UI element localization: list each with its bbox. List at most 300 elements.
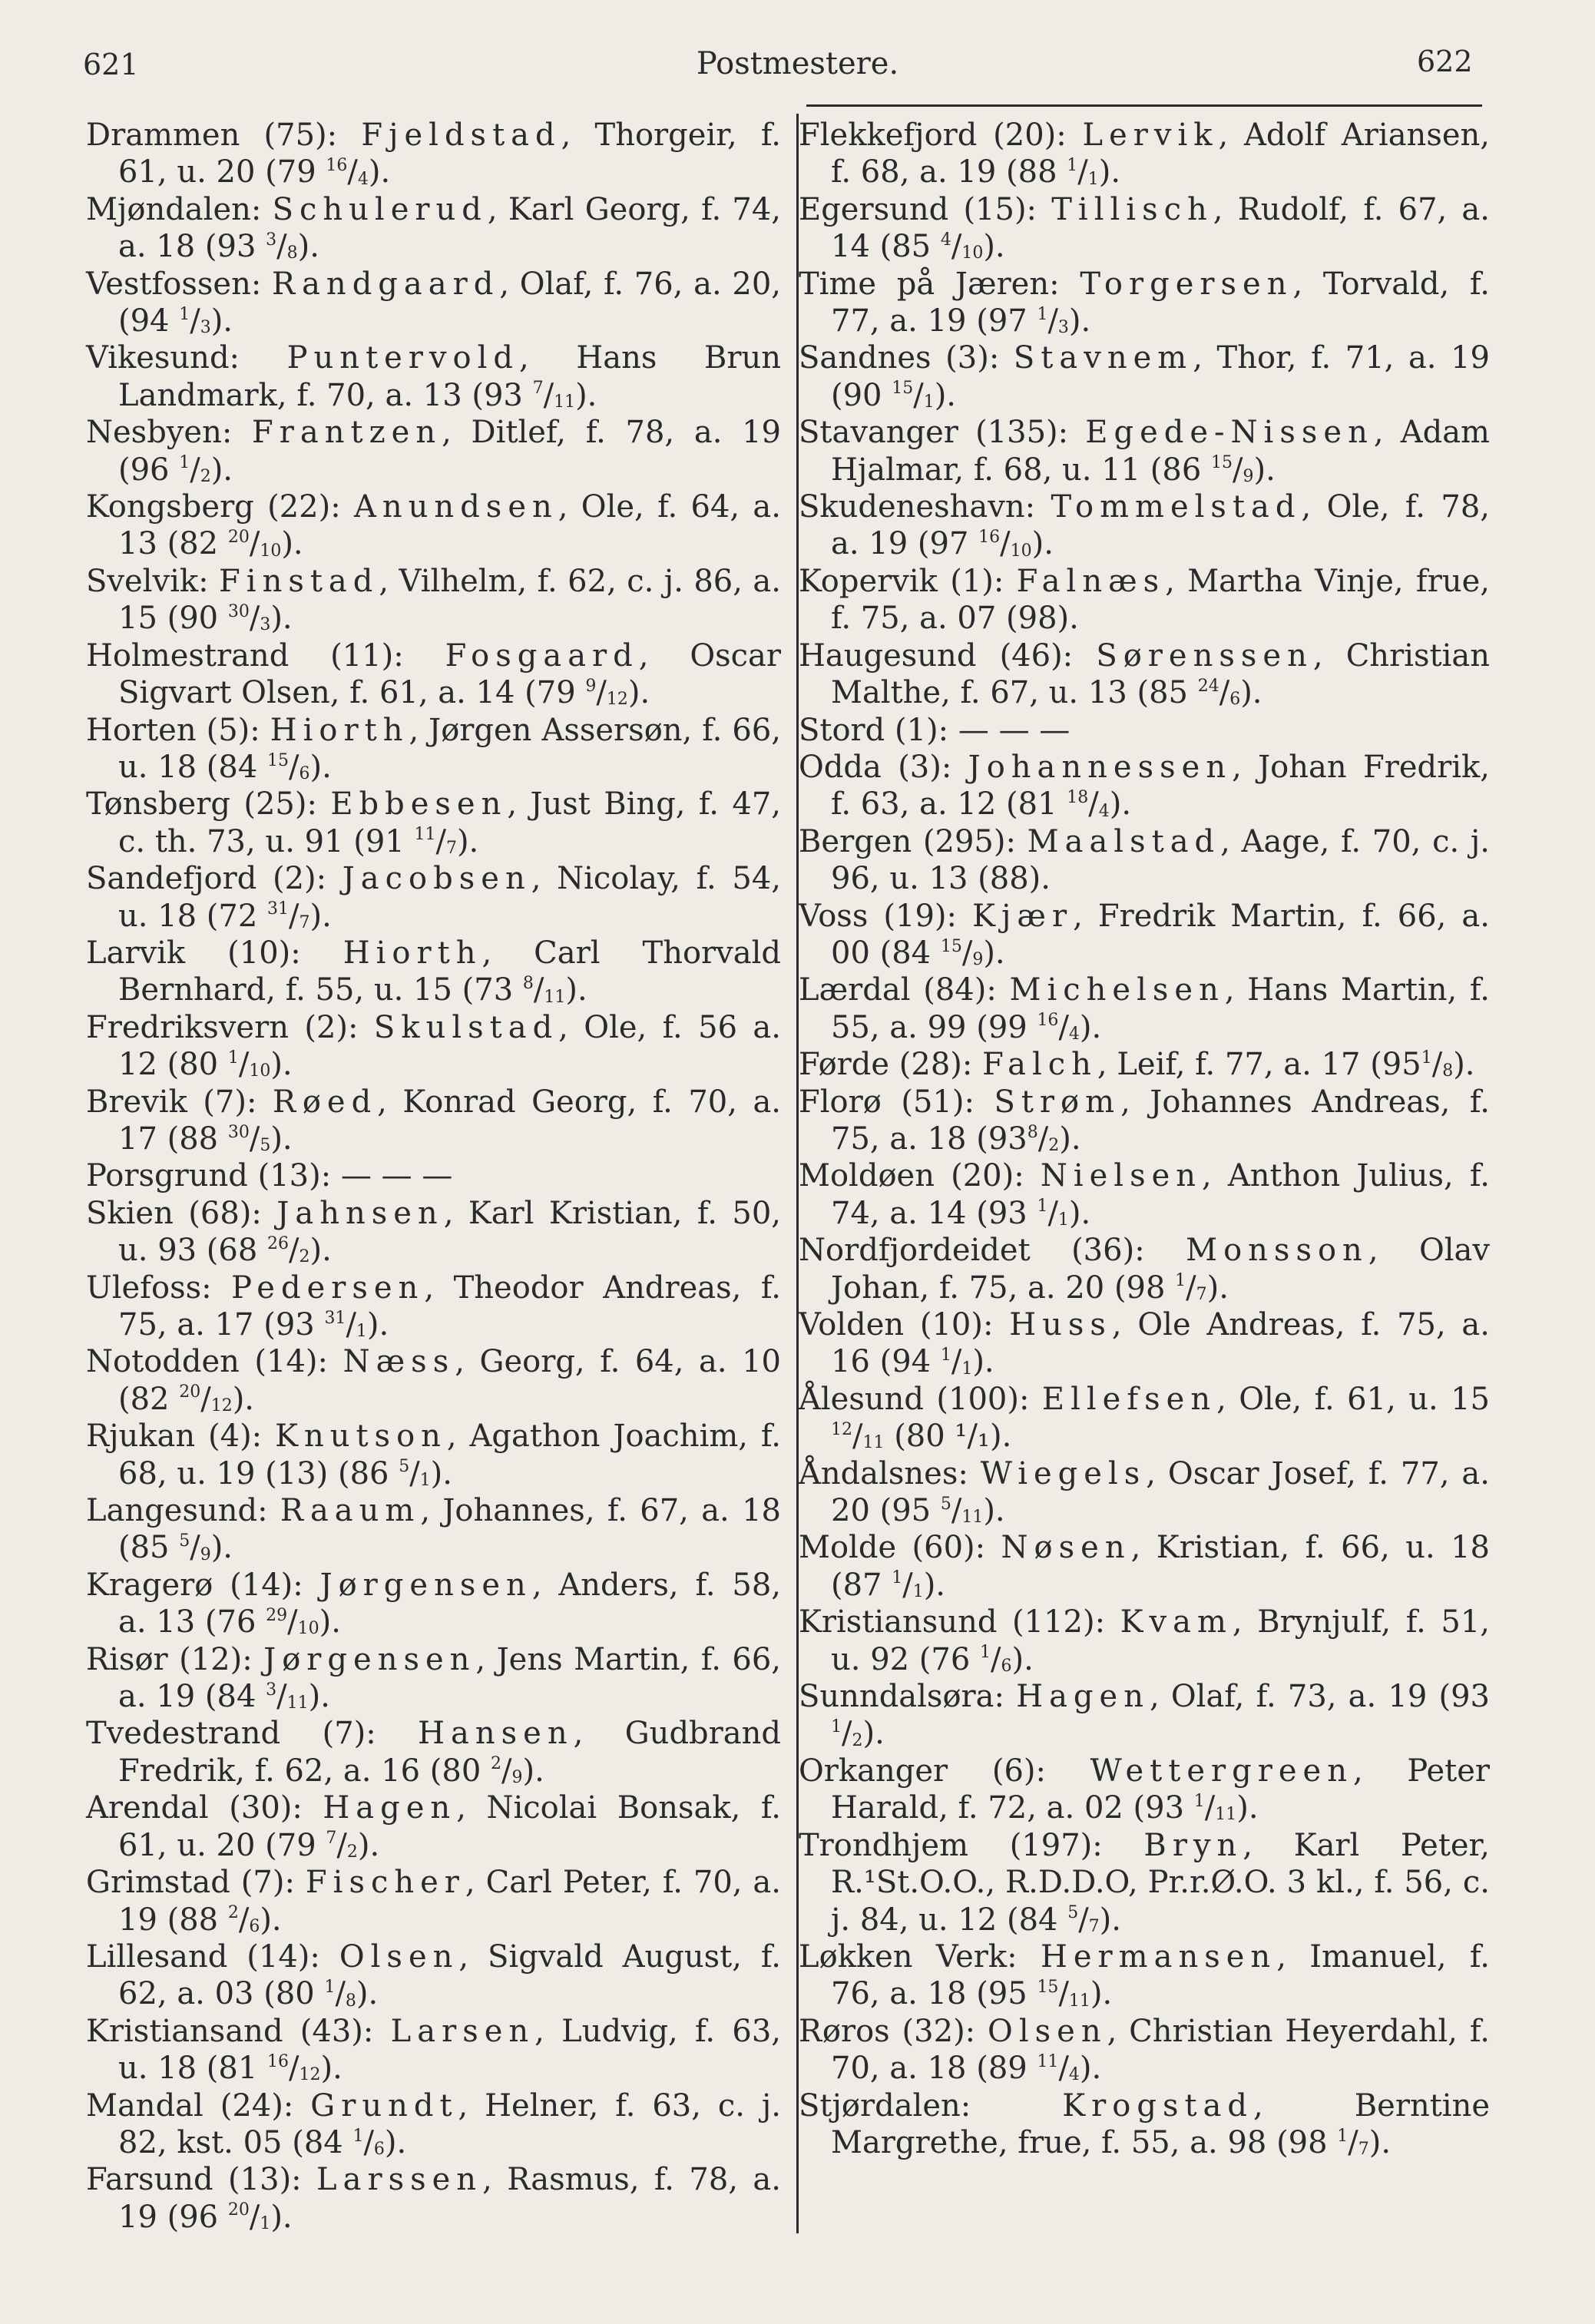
date-day: 12 — [831, 1419, 852, 1439]
entry-end: ). — [297, 229, 319, 265]
date-day: 1 — [1037, 1197, 1048, 1217]
place-name: Stavanger (135): — [799, 415, 1086, 451]
place-name: Kristiansund (112): — [799, 1604, 1120, 1640]
postmaster-surname: Ebbesen — [330, 786, 508, 823]
entry-details: , Karl Peter, R.¹St.O.O., R.D.D.O, Pr.r.Ø.O. 3 kl., f. 56, c. j. 84, u. 12 (84 — [831, 1827, 1490, 1938]
place-name: Sunndalsøra: — [799, 1679, 1017, 1715]
postmaster-surname: Ellefsen — [1041, 1381, 1217, 1417]
postmaster-surname: Jacobsen — [342, 861, 531, 897]
date-month: 7 — [445, 838, 457, 858]
date-day: 15 — [1211, 453, 1233, 473]
entry-details: , Ole, f. 61, u. 15 — [1216, 1381, 1490, 1417]
postmaster-surname: Falnæs — [1016, 563, 1166, 599]
entry-details: , Ludvig, f. 63, u. 18 (81 — [118, 2013, 781, 2087]
date-month: 11 — [554, 392, 576, 412]
postmaster-surname: Torgersen — [1080, 266, 1293, 302]
entry-details: , Oscar Josef, f. 77, a. 20 (95 — [831, 1455, 1490, 1529]
postmaster-entry — [799, 563, 1490, 637]
entry-end: ). — [983, 229, 1005, 265]
date-month: 4 — [1068, 2065, 1080, 2085]
place-name: Svelvik: — [86, 563, 220, 599]
date-day: 1 — [1067, 156, 1078, 176]
date-month: 9 — [972, 950, 984, 970]
fraction-slash: / — [276, 1679, 287, 1715]
entry-details: , Kristian, f. 66, u. 18 (87 — [831, 1530, 1491, 1603]
entry-end: ). — [1253, 452, 1276, 488]
entry-end: ). — [1090, 1976, 1113, 2012]
date-month: 8 — [1442, 1061, 1454, 1081]
fraction-slash: / — [289, 749, 299, 785]
fraction-slash: / — [951, 1344, 962, 1380]
entry-details: , Carl Thorvald Bernhard, f. 55, u. 15 (73 — [118, 935, 781, 1008]
fraction-slash: / — [190, 452, 200, 488]
postmaster-entry — [86, 488, 781, 563]
postmaster-entry — [86, 786, 781, 860]
postmaster-surname: Tillisch — [1051, 191, 1213, 227]
entry-end: ). — [309, 898, 332, 934]
entry-details: , Ole Andreas, f. 75, a. 16 (94 — [831, 1307, 1490, 1380]
entry-end: ). — [281, 526, 303, 562]
fraction-slash: / — [289, 898, 299, 934]
entry-end: (80 ¹/₁). — [884, 1419, 1012, 1455]
date-day: 30 — [227, 601, 250, 621]
date-month: 11 — [1068, 1991, 1090, 2011]
place-name: Arendal (30): — [86, 1790, 323, 1826]
postmaster-surname: Jørgensen — [319, 1567, 532, 1603]
postmaster-entry — [799, 414, 1490, 488]
postmaster-entry — [86, 2013, 781, 2087]
entry-end: ). — [270, 601, 293, 637]
postmaster-entry — [799, 1381, 1490, 1455]
postmaster-entry — [86, 712, 781, 786]
entry-details: , Sigvald August, f. 62, a. 03 (80 — [118, 1938, 781, 2012]
postmaster-entry — [86, 935, 781, 1009]
date-month: 1 — [260, 2213, 271, 2233]
place-name: Horten (5): — [86, 712, 270, 748]
header-rule — [806, 104, 1482, 107]
place-name: Grimstad (7): — [86, 1865, 306, 1901]
date-day: 1 — [1421, 1048, 1432, 1068]
place-name: Nesbyen: — [86, 415, 253, 451]
date-day: 1 — [1037, 304, 1048, 324]
postmaster-entry — [86, 1084, 781, 1158]
entry-end: ). — [1109, 786, 1132, 823]
date-day: 1 — [227, 1048, 239, 1068]
postmaster-surname: Næss — [342, 1344, 455, 1380]
place-name: Nordfjordeidet (36): — [799, 1233, 1186, 1269]
postmaster-entry — [86, 1418, 781, 1492]
date-month: 1 — [1057, 1210, 1069, 1230]
place-name: Orkanger (6): — [799, 1753, 1090, 1789]
postmaster-surname: Hermansen — [1041, 1938, 1277, 1975]
postmaster-surname: Hansen — [418, 1716, 574, 1752]
date-month: 3 — [260, 615, 271, 635]
postmaster-entry — [799, 1046, 1490, 1083]
postmaster-surname: Wiegels — [980, 1455, 1147, 1491]
postmaster-surname: Egede-Nissen — [1085, 415, 1374, 451]
fraction-slash: / — [1186, 1270, 1196, 1306]
entry-details: , Christian Heyerdahl, f. 70, a. 18 (89 — [831, 2013, 1490, 2087]
date-day: 7 — [326, 1829, 337, 1849]
fraction-slash: / — [991, 1641, 1001, 1677]
date-month: 4 — [357, 169, 369, 189]
entry-end: ). — [1098, 154, 1121, 190]
place-name: Porsgrund (13): — [86, 1158, 341, 1194]
fraction-slash: / — [1058, 1009, 1069, 1045]
entry-end: ). — [308, 1679, 330, 1715]
postmaster-surname: Anundsen — [354, 489, 558, 525]
entry-details: , Berntine Margrethe, frue, f. 55, a. 98 (98 — [831, 2087, 1490, 2160]
date-month: 11 — [544, 987, 566, 1007]
postmaster-entry — [799, 637, 1490, 712]
postmaster-surname: Michelsen — [1009, 972, 1225, 1008]
entry-end: ). — [1079, 2051, 1102, 2087]
postmaster-entry — [799, 191, 1490, 266]
date-day: 15 — [1037, 1977, 1059, 1997]
date-month: 6 — [249, 1916, 260, 1936]
postmaster-surname: Bryn — [1143, 1827, 1243, 1863]
entry-end: ). — [309, 749, 332, 785]
place-name: Kongsberg (22): — [86, 489, 355, 525]
entry-end: ). — [366, 1307, 389, 1342]
postmaster-surname: Kvam — [1120, 1604, 1233, 1640]
postmaster-entry — [86, 1343, 781, 1418]
fraction-slash: / — [190, 303, 200, 339]
postmaster-surname: Jørgensen — [263, 1641, 476, 1677]
entry-end: ). — [565, 972, 587, 1008]
place-name: Risør (12): — [86, 1641, 264, 1677]
page-number-left: 621 — [83, 48, 139, 81]
place-name: Førde (28): — [799, 1047, 983, 1083]
fraction-slash: / — [335, 1976, 346, 2012]
fraction-slash: / — [249, 1121, 260, 1157]
fraction-slash: / — [1037, 1121, 1049, 1157]
fraction-slash: / — [1000, 526, 1011, 562]
fraction-slash: / — [1431, 1047, 1443, 1083]
entry-details: , Adam Hjalmar, f. 68, u. 11 (86 — [831, 415, 1490, 488]
entry-details: , Olav Johan, f. 75, a. 20 (98 — [831, 1233, 1490, 1306]
entry-end: ). — [320, 2051, 342, 2087]
place-name: Egersund (15): — [799, 191, 1052, 227]
postmaster-entry — [799, 488, 1490, 563]
place-name: Kragerø (14): — [86, 1567, 320, 1603]
entry-end: ). — [210, 452, 233, 488]
place-name: Langesund: — [86, 1493, 280, 1529]
entry-details: , Theodor Andreas, f. 75, a. 17 (93 — [118, 1270, 781, 1342]
entry-details: , Jens Martin, f. 66, a. 19 (84 — [118, 1641, 781, 1715]
fraction-slash: / — [190, 1530, 200, 1566]
fraction-slash: / — [842, 1716, 852, 1752]
postmaster-surname: Strøm — [994, 1084, 1121, 1120]
postmaster-entry — [86, 1492, 781, 1567]
entry-details: , Imanuel, f. 76, a. 18 (95 — [831, 1938, 1490, 2012]
date-day: 1 — [1193, 1791, 1205, 1811]
place-name: Notodden (14): — [86, 1344, 343, 1380]
postmaster-entry — [86, 1567, 781, 1641]
postmaster-surname: Falch — [982, 1047, 1097, 1083]
date-day: 1 — [1337, 2126, 1348, 2146]
entry-details: , Martha Vinje, frue, f. 75, a. 07 (98). — [831, 563, 1491, 637]
entry-end: ). — [983, 1493, 1005, 1529]
date-month: 10 — [961, 243, 984, 263]
entry-end: ). — [1099, 1902, 1121, 1938]
fraction-slash: / — [852, 1419, 863, 1455]
date-month: 2 — [346, 1842, 358, 1862]
date-month: 1 — [961, 1359, 973, 1379]
postmaster-surname: Monsson — [1186, 1233, 1368, 1269]
date-day: 15 — [940, 936, 962, 956]
fraction-slash: / — [961, 935, 973, 971]
entry-details: , Olaf, f. 73, a. 19 (93 — [1149, 1679, 1491, 1715]
date-day: 9 — [585, 676, 597, 696]
fraction-slash: / — [363, 2124, 374, 2160]
postmaster-surname: Sørenssen — [1096, 637, 1313, 674]
date-day: 1 — [1175, 1271, 1186, 1291]
date-month: 2 — [852, 1730, 863, 1750]
postmaster-surname: Lervik — [1082, 118, 1219, 153]
entry-end: ). — [357, 1827, 380, 1863]
fraction-slash: / — [902, 1567, 913, 1603]
fraction-slash: / — [287, 1604, 298, 1640]
fraction-slash: / — [951, 229, 962, 265]
fraction-slash: / — [346, 1307, 356, 1342]
fraction-slash: / — [1088, 786, 1099, 823]
date-month: 3 — [200, 318, 211, 338]
date-month: 12 — [606, 690, 628, 710]
entry-end: ). — [1368, 2124, 1391, 2160]
date-day: 3 — [266, 230, 277, 250]
place-name: Holmestrand (11): — [86, 637, 445, 674]
date-month: 5 — [260, 1136, 271, 1156]
date-month: 10 — [297, 1619, 319, 1639]
entry-details: , Vilhelm, f. 62, c. j. 86, a. 15 (90 — [118, 563, 781, 637]
fraction-slash: / — [913, 377, 924, 413]
place-name: Røros (32): — [799, 2013, 988, 2049]
entry-end: ). — [356, 1976, 379, 2012]
date-day: 11 — [1037, 2051, 1059, 2071]
date-day: 1 — [980, 1643, 991, 1663]
postmaster-entry — [86, 117, 781, 191]
postmaster-entry — [799, 1529, 1490, 1604]
place-name: Drammen (75): — [86, 118, 362, 153]
entry-end: ). — [430, 1455, 452, 1491]
fraction-slash: / — [249, 526, 260, 562]
date-day: 20 — [227, 528, 250, 548]
place-name: Florø (51): — [799, 1084, 994, 1120]
date-month: 2 — [200, 466, 211, 486]
entry-end: ). — [270, 1121, 293, 1157]
date-month: 9 — [511, 1768, 523, 1788]
fraction-slash: / — [1078, 1902, 1089, 1938]
date-month: 11 — [961, 1508, 984, 1528]
date-month: 3 — [1057, 318, 1069, 338]
postmaster-entry — [799, 2013, 1490, 2087]
fraction-slash: / — [951, 1493, 962, 1529]
place-name: Løkken Verk: — [799, 1938, 1041, 1975]
postmaster-surname: Larsen — [390, 2013, 535, 2049]
date-month: 2 — [299, 1247, 310, 1267]
postmaster-surname: Olsen — [988, 2013, 1107, 2049]
entry-end: ). — [627, 675, 650, 711]
entry-end: ). — [1079, 1009, 1102, 1045]
postmaster-entry — [86, 2161, 781, 2236]
place-name: Rjukan (4): — [86, 1419, 276, 1455]
place-name: Vestfossen: — [86, 266, 273, 302]
postmaster-entry — [86, 1157, 781, 1194]
postmaster-entry — [86, 563, 781, 637]
entry-details: , Leif, f. 77, a. 17 (95 — [1097, 1047, 1421, 1083]
entry-details: , Fredrik Martin, f. 66, a. 00 (84 — [831, 898, 1490, 971]
fraction-slash: / — [336, 1827, 347, 1863]
postmaster-surname: Fosgaard — [445, 637, 639, 674]
postmaster-entry — [86, 1195, 781, 1270]
postmaster-surname: Pedersen — [231, 1270, 425, 1306]
date-month: 7 — [1088, 1916, 1100, 1936]
date-month: 12 — [299, 2065, 321, 2085]
date-month: 6 — [1229, 690, 1241, 710]
postmaster-surname: Hagen — [1016, 1679, 1150, 1715]
fraction-slash: / — [1219, 675, 1230, 711]
page-number-right: 622 — [1417, 45, 1473, 78]
date-day: 16 — [267, 2051, 290, 2071]
postmaster-surname: Wettergreen — [1090, 1753, 1353, 1789]
entry-end: ). — [232, 1381, 255, 1417]
date-day: 1 — [179, 304, 190, 324]
postmaster-surname: Kjær — [972, 898, 1074, 934]
postmaster-entry — [799, 972, 1490, 1046]
date-day: 15 — [267, 750, 290, 770]
postmaster-entry — [86, 1864, 781, 1938]
place-name: Tønsberg (25): — [86, 786, 331, 823]
date-day: 16 — [326, 156, 348, 176]
entry-details: , Konrad Georg, f. 70, a. 17 (88 — [118, 1084, 782, 1157]
entry-details: , Carl Peter, f. 70, a. 19 (88 — [118, 1865, 781, 1938]
date-day: 1 — [352, 2126, 364, 2146]
entry-details: , Johannes, f. 67, a. 18 (85 — [118, 1493, 781, 1566]
place-name: Flekkefjord (20): — [799, 118, 1083, 153]
postmaster-surname: Fischer — [305, 1865, 465, 1901]
place-name: Larvik (10): — [86, 935, 343, 971]
entry-details: , Olaf, f. 76, a. 20, (94 — [118, 266, 781, 339]
entry-end: ). — [1240, 675, 1262, 711]
entry-details: , Gudbrand Fredrik, f. 62, a. 16 (80 — [118, 1716, 781, 1789]
postmaster-entry — [86, 1009, 781, 1084]
place-name: Kristiansand (43): — [86, 2013, 391, 2049]
postmaster-entry — [799, 1678, 1490, 1753]
entry-details: , Karl Georg, f. 74, a. 18 (93 — [118, 191, 781, 265]
date-day: 26 — [267, 1233, 290, 1253]
date-day: 11 — [414, 825, 436, 845]
entry-end: ). — [575, 377, 597, 413]
postmaster-surname: Olsen — [339, 1938, 459, 1975]
place-name: Fredriksvern (2): — [86, 1009, 374, 1045]
place-name: Odda (3): — [799, 749, 968, 785]
postmaster-entry — [799, 712, 1490, 749]
place-name: Skudeneshavn: — [799, 489, 1051, 525]
date-day: 31 — [324, 1308, 346, 1328]
date-month: 8 — [345, 1991, 356, 2011]
entry-details: , Aage, f. 70, c. j. 96, u. 13 (88). — [831, 823, 1490, 897]
postmaster-surname: Schulerud — [272, 191, 488, 227]
entry-end: ). — [934, 377, 957, 413]
postmaster-surname: Stavnem — [1013, 340, 1193, 376]
postmaster-entry — [799, 1604, 1490, 1678]
postmaster-surname: Grundt — [310, 2087, 458, 2124]
date-day: 16 — [1037, 1011, 1059, 1031]
entry-details: , Nicolai Bonsak, f. 61, u. 20 (79 — [118, 1790, 782, 1863]
entry-details: , Hans Brun Landmark, f. 70, a. 13 (93 — [118, 340, 781, 413]
page-header — [0, 40, 1595, 86]
entry-end: ). — [319, 1604, 341, 1640]
date-day: 3 — [266, 1680, 277, 1700]
place-name: Stord (1): — [799, 712, 958, 748]
entry-details: , Ole, f. 56 a. 12 (80 — [118, 1009, 781, 1083]
entry-details: — — — — [340, 1158, 453, 1194]
postmaster-entry — [86, 1938, 781, 2013]
date-day: 8 — [1027, 1122, 1038, 1142]
fraction-slash: / — [276, 229, 287, 265]
place-name: Tvedestrand (7): — [86, 1716, 419, 1752]
postmaster-entry — [86, 1270, 781, 1344]
entry-details: , Ole, f. 78, a. 19 (97 — [831, 489, 1490, 562]
place-name: Åndalsnes: — [799, 1455, 981, 1491]
postmaster-entry — [799, 823, 1490, 898]
date-month: 6 — [299, 764, 310, 784]
fraction-slash: / — [409, 1455, 420, 1491]
entry-details: , Thor, f. 71, a. 19 (90 — [831, 340, 1490, 413]
entry-details: , Anthon Julius, f. 74, a. 14 (93 — [831, 1158, 1490, 1231]
fraction-slash: / — [238, 1047, 250, 1083]
place-name: Moldøen (20): — [799, 1158, 1041, 1194]
date-day: 4 — [940, 230, 951, 250]
fraction-slash: / — [1058, 1976, 1069, 2012]
entry-end: ). — [1068, 303, 1091, 339]
fraction-slash: / — [200, 1381, 211, 1417]
postmaster-entry — [799, 117, 1490, 191]
date-day: 1 — [324, 1977, 336, 1997]
fraction-slash: / — [1348, 2124, 1358, 2160]
date-month: 7 — [1358, 2140, 1369, 2160]
date-month: 10 — [249, 1061, 271, 1081]
date-month: 10 — [1010, 541, 1032, 561]
place-name: Time på Jæren: — [799, 266, 1080, 302]
entry-details: , Christian Malthe, f. 67, u. 13 (85 — [831, 637, 1490, 711]
place-name: Kopervik (1): — [799, 563, 1017, 599]
entry-details: , Hans Martin, f. 55, a. 99 (99 — [831, 972, 1491, 1045]
postmaster-entry — [799, 749, 1490, 823]
date-day: 2 — [227, 1903, 239, 1923]
date-month: 1 — [923, 392, 935, 412]
postmaster-surname: Frantzen — [252, 415, 442, 451]
date-month: 6 — [373, 2140, 385, 2160]
date-day: 20 — [227, 2200, 250, 2220]
fraction-slash: / — [1077, 154, 1088, 190]
date-month: 2 — [1048, 1136, 1060, 1156]
postmaster-surname: Krogstad — [1062, 2087, 1254, 2124]
date-month: 9 — [200, 1544, 211, 1564]
place-name: Skien (68): — [86, 1195, 277, 1231]
date-day: 20 — [179, 1382, 201, 1402]
date-day: 5 — [1067, 1903, 1079, 1923]
entry-end: ). — [1068, 1195, 1091, 1231]
date-day: 16 — [978, 528, 1001, 548]
postmaster-surname: Knutson — [275, 1419, 447, 1455]
postmaster-entry — [799, 1455, 1490, 1530]
fraction-slash: / — [289, 2051, 299, 2087]
place-name: Haugesund (46): — [799, 637, 1097, 674]
place-name: Trondhjem (197): — [799, 1827, 1144, 1863]
place-name: Mandal (24): — [86, 2087, 311, 2124]
